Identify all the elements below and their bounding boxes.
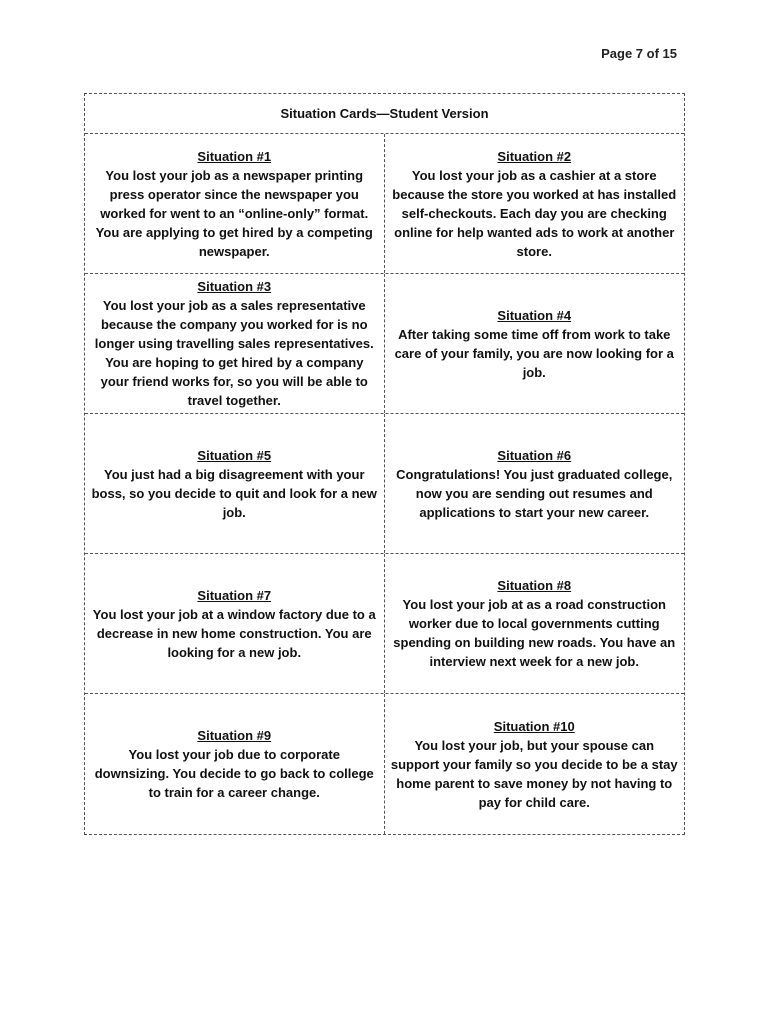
card-heading: Situation #10 [493,718,575,734]
page-number: Page 7 of 15 [601,46,677,61]
card-heading: Situation #1 [197,148,272,164]
card-row [85,414,684,554]
situation-card-2 [385,134,685,273]
card-heading: Situation #5 [197,447,272,463]
situation-card-7 [85,554,385,693]
situation-cards-table [84,93,685,835]
situation-card-3 [85,274,385,413]
card-text: You just had a big disagreement with your boss, so you decide to quit and look for a new job. [91,466,377,520]
situation-card-10 [385,694,685,834]
card-heading: Situation #8 [497,578,572,593]
card-text: You lost your job, but your spouse can support your family so you decide to be a stay home parent to save money by not having to pay for child care. [390,737,678,810]
card-text: You lost your job as a sales representative because the company you worked for is no longer using travelling sales representatives. You are hoping to get hired by a company your friend works for, so you will be able to travel together. [94,298,374,408]
card-text: You lost your job as a cashier at a store because the store you worked at has installed self-checkouts. Each day you are checking online for help wanted ads to work at another store. [392,167,677,259]
card-row [85,134,684,274]
card-text: After taking some time off from work to take care of your family, you are now looking for a job. [394,326,674,380]
card-row [85,694,684,834]
card-heading: Situation #2 [497,148,572,164]
situation-card-8 [385,554,685,693]
situation-card-5 [85,414,385,553]
card-text: You lost your job at as a road construction worker due to local governments cutting spending on building new roads. You have an interview next week for a new job. [393,597,676,669]
situation-card-9 [85,694,385,834]
card-row [85,274,684,414]
situation-card-4 [385,274,685,413]
card-row [85,554,684,694]
card-text: You lost your job as a newspaper printing press operator since the newspaper you worked for went to an “online-only” format. You are applying to get hired by a competing newspaper. [95,167,373,259]
card-text: Congratulations! You just graduated college, now you are sending out resumes and applications to start your new career. [396,466,673,520]
card-heading: Situation #4 [497,307,572,323]
card-heading: Situation #7 [197,587,272,603]
situation-card-6 [385,414,685,553]
card-heading: Situation #3 [197,279,272,294]
card-text: You lost your job due to corporate downsizing. You decide to go back to college to train for a career change. [94,747,374,800]
table-title: Situation Cards—Student Version [85,94,684,134]
card-heading: Situation #9 [197,728,272,743]
card-heading: Situation #6 [497,447,572,463]
situation-card-1 [85,134,385,273]
card-text: You lost your job at a window factory due to a decrease in new home construction. You are looking for a new job. [92,606,376,660]
